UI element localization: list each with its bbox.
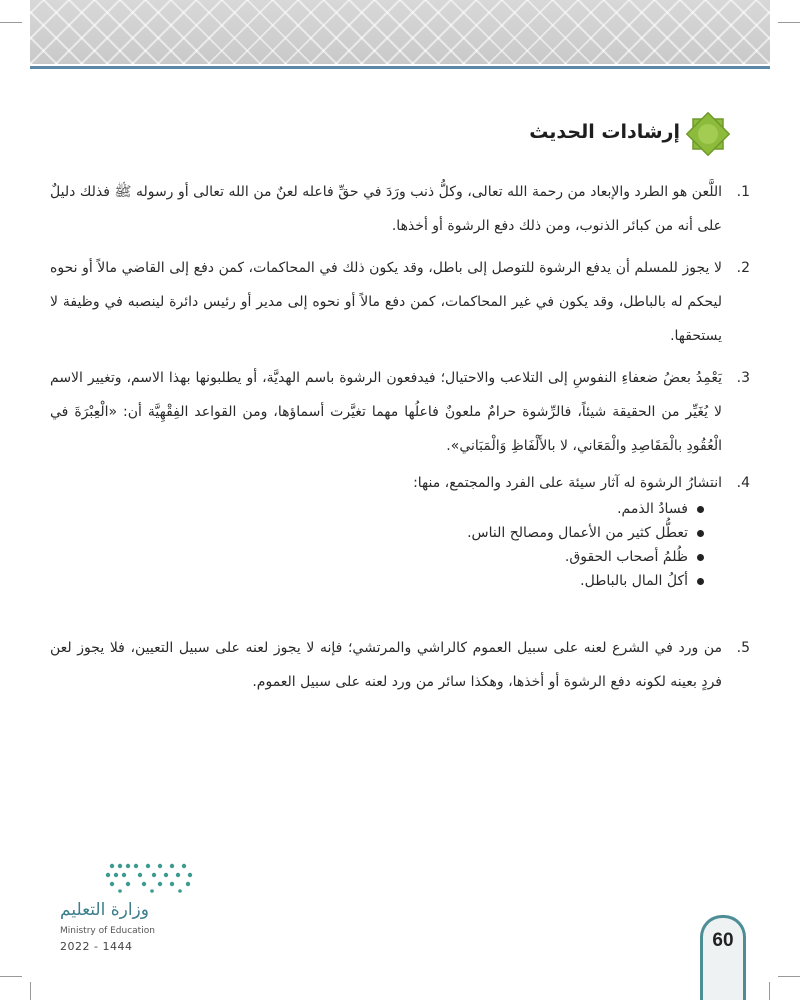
item-number: 2. bbox=[736, 260, 750, 276]
crop-mark bbox=[769, 982, 770, 1000]
header-rule bbox=[30, 66, 770, 69]
ministry-name-en: Ministry of Education bbox=[60, 926, 155, 936]
section-heading bbox=[530, 112, 730, 156]
item-text: لا يجوز للمسلم أن يدفع الرشوة للتوصل إلى باطل، وقد يكون ذلك في المحاكمات، كمن دفع إلى القاضي مالاً أو نحوه ليحكم له بالباطل، وقد يكون في غير المحاكمات، كمن دفع مالاً أو نحوه إلى مدير أو رئيس دائرة لينصبه في وظيفة لا يستحقها. bbox=[50, 260, 722, 344]
bullet-item: ظُلمُ أصحاب الحقوق. bbox=[50, 545, 704, 569]
item-number: 4. bbox=[736, 475, 750, 491]
item-text: اللَّعن هو الطرد والإبعاد من رحمة الله تعالى، وكلُّ ذنب ورَدَ في حقِّ فاعله لعنٌ من الله تعالى أو رسوله ﷺ فذلك دليلٌ على أنه من كبائر الذنوب، ومن ذلك دفع الرشوة أو أخذها. bbox=[50, 184, 722, 234]
ministry-logo bbox=[60, 860, 220, 960]
crop-mark bbox=[30, 982, 31, 1000]
guidance-list bbox=[50, 175, 750, 707]
list-item bbox=[50, 175, 750, 243]
list-item bbox=[50, 251, 750, 353]
section-title: إرشادات الحديث bbox=[529, 121, 680, 143]
list-item bbox=[50, 361, 750, 463]
item-number: 5. bbox=[736, 640, 750, 656]
item-text: انتشارُ الرشوة له آثار سيئة على الفرد والمجتمع، منها: bbox=[413, 475, 722, 491]
crop-mark bbox=[778, 22, 800, 23]
bullet-item: فسادُ الذمم. bbox=[50, 497, 704, 521]
ministry-name-ar: وزارة التعليم bbox=[60, 900, 149, 920]
crop-mark bbox=[0, 22, 22, 23]
list-item bbox=[50, 471, 750, 593]
edition-year: 2022 - 1444 bbox=[60, 940, 133, 953]
header-pattern bbox=[30, 0, 770, 64]
bullet-item: تعطُّل كثير من الأعمال ومصالح الناس. bbox=[50, 521, 704, 545]
crop-mark bbox=[778, 976, 800, 977]
item-number: 1. bbox=[736, 184, 750, 200]
bullet-item: أكلُ المال بالباطل. bbox=[50, 569, 704, 593]
octagram-badge-icon bbox=[686, 112, 730, 156]
list-item bbox=[50, 631, 750, 699]
page-number-tab bbox=[700, 915, 746, 1000]
vision-dots-logo-icon bbox=[102, 860, 198, 894]
crop-mark bbox=[0, 976, 22, 977]
effects-list bbox=[50, 497, 722, 593]
item-text: يَعْمِدُ بعضُ ضعفاءِ النفوسِ إلى التلاعب والاحتيال؛ فيدفعون الرشوة باسم الهديَّة، أو يطلبونها بهذا الاسم، وتغيير الاسم لا يُغَيِّر من الحقيقة شيئاً، فالرِّشوة حرامٌ ملعونٌ فاعلُها مهما تغيَّرت أسماؤها، ومن القواعد الفِقْهِيَّة أن: «الْعِبْرَةَ في الْعُقُودِ بالْمَقَاصِدِ والْمَعَاني، لا بالأَلْفَاظِ وَالْمَبَاني». bbox=[50, 370, 722, 454]
item-number: 3. bbox=[736, 370, 750, 386]
page-number: 60 bbox=[712, 930, 734, 951]
item-text: من ورد في الشرع لعنه على سبيل العموم كالراشي والمرتشي؛ فإنه لا يجوز لعنه على سبيل التعيين، فلا يجوز لعن فردٍ بعينه لكونه دفع الرشوة أو أخذها، وهكذا سائر من ورد لعنه على سبيل العموم. bbox=[50, 640, 722, 690]
